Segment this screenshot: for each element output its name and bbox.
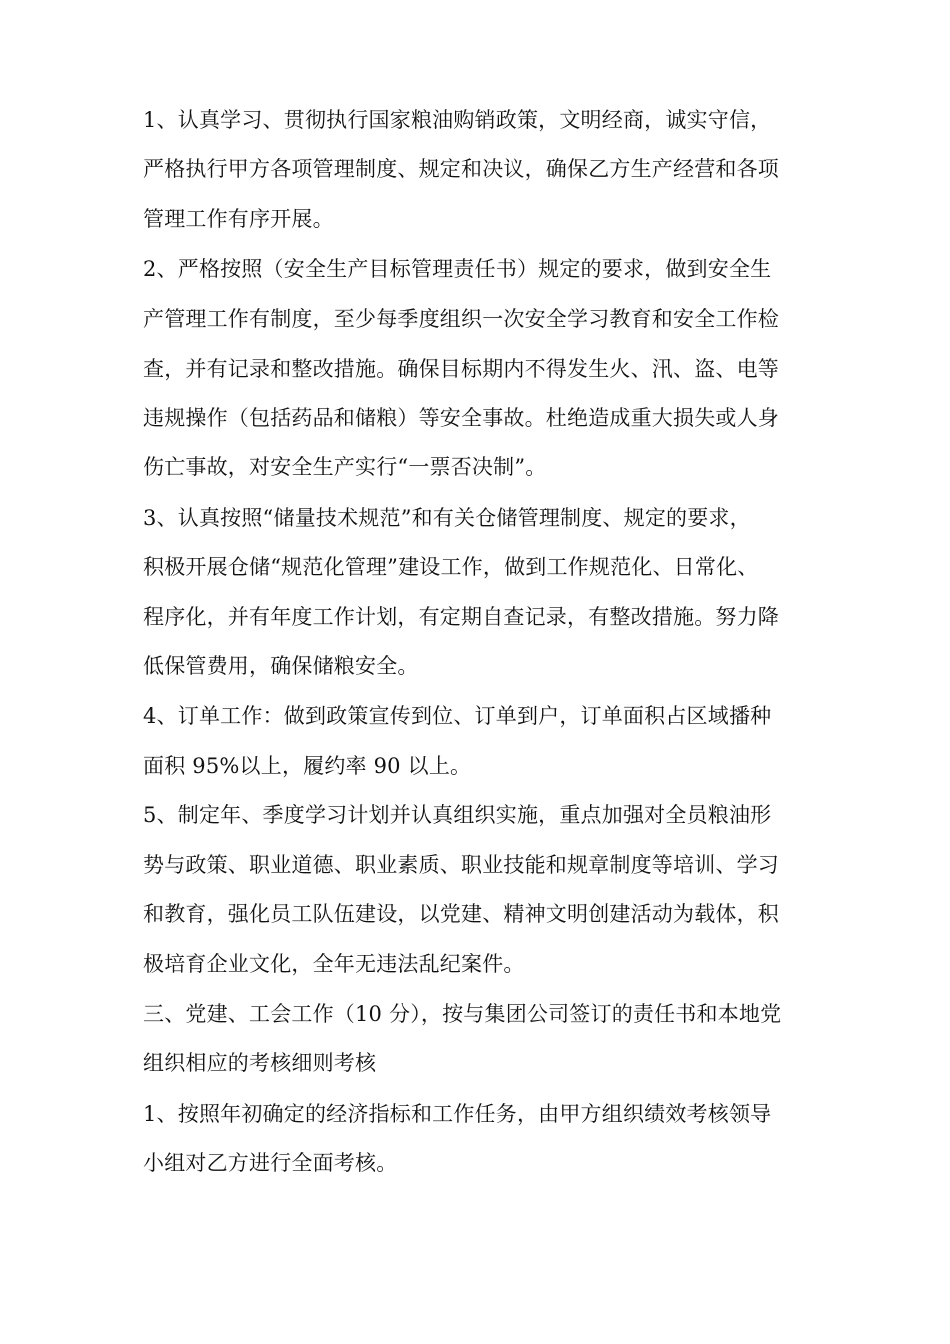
text-line: 势与政策、职业道德、职业素质、职业技能和规章制度等培训、学习: [143, 853, 779, 877]
text-line: 低保管费用，确保储粮安全。: [143, 654, 419, 678]
text-line: 伤亡事故，对安全生产实行“一票否决制”。: [143, 455, 547, 479]
text-line: 积极开展仓储“规范化管理”建设工作，做到工作规范化、日常化、: [143, 555, 759, 579]
text-line: 面积 95%以上，履约率 90 以上。: [143, 754, 472, 778]
text-line: 产管理工作有制度，至少每季度组织一次安全学习教育和安全工作检: [143, 307, 779, 331]
text-line: 小组对乙方进行全面考核。: [143, 1151, 398, 1175]
text-line: 1、认真学习、贯彻执行国家粮油购销政策，文明经商，诚实守信，: [143, 108, 772, 132]
text-line: 程序化，并有年度工作计划，有定期自查记录，有整改措施。努力降: [143, 605, 779, 629]
text-line: 严格执行甲方各项管理制度、规定和决议，确保乙方生产经营和各项: [143, 157, 779, 181]
text-line: 1、按照年初确定的经济指标和工作任务，由甲方组织绩效考核领导: [143, 1102, 772, 1126]
section-heading: 组织相应的考核细则考核: [143, 1051, 377, 1075]
text-line: 4、订单工作：做到政策宣传到位、订单到户，订单面积占区域播种: [143, 704, 772, 728]
section-heading: 三、党建、工会工作（10 分），按与集团公司签订的责任书和本地党: [143, 1002, 782, 1026]
text-line: 违规操作（包括药品和储粮）等安全事故。杜绝造成重大损失或人身: [143, 406, 779, 430]
text-line: 和教育，强化员工队伍建设，以党建、精神文明创建活动为载体，积: [143, 902, 779, 926]
text-line: 2、严格按照（安全生产目标管理责任书）规定的要求，做到安全生: [143, 257, 772, 281]
text-line: 3、认真按照“储量技术规范”和有关仓储管理制度、规定的要求，: [143, 506, 751, 530]
text-line: 5、制定年、季度学习计划并认真组织实施，重点加强对全员粮油形: [143, 803, 772, 827]
text-line: 查，并有记录和整改措施。确保目标期内不得发生火、汛、盗、电等: [143, 357, 779, 381]
text-line: 管理工作有序开展。: [143, 207, 334, 231]
text-line: 极培育企业文化，全年无违法乱纪案件。: [143, 952, 525, 976]
